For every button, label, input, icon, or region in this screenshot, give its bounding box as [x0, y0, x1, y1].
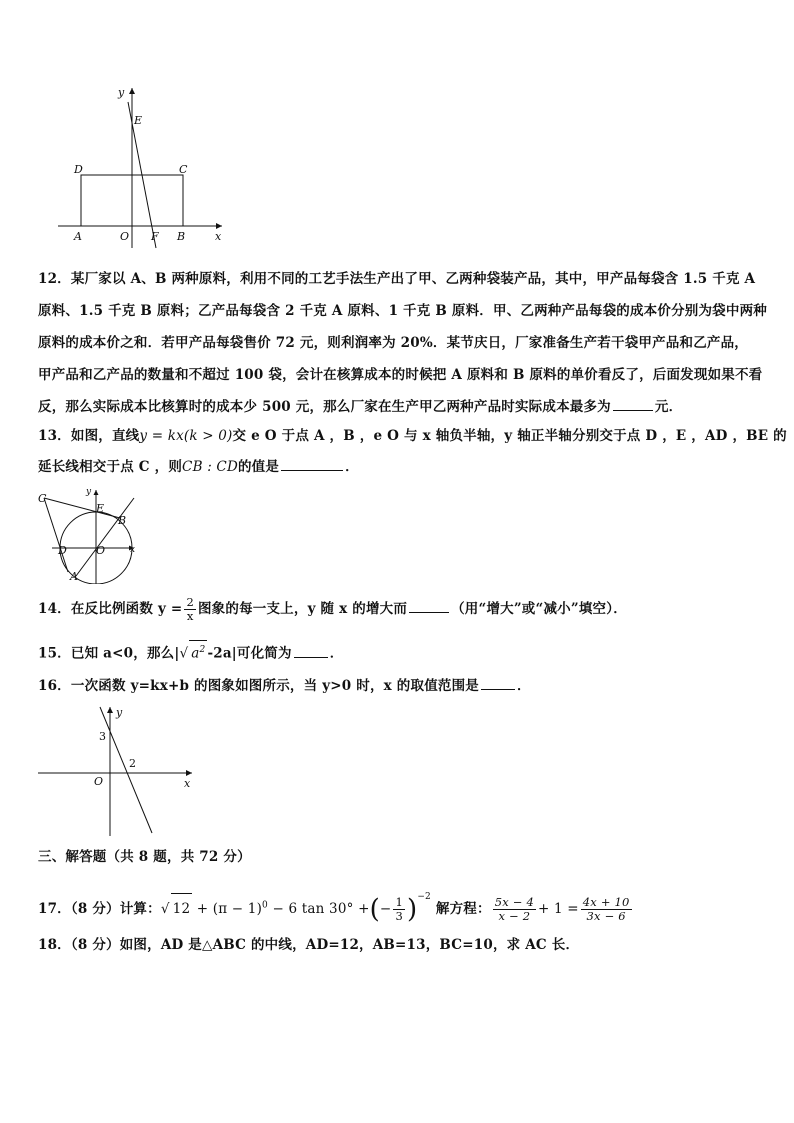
label-d: D — [58, 544, 67, 557]
label-a: A — [70, 570, 78, 583]
q13-line-2-prefix: 延长线相交于点 C ，则 — [38, 459, 183, 475]
label-o: O — [96, 544, 106, 557]
label-y: y — [118, 86, 125, 99]
q13-line-1-rest: 交 e O 于点 A ，B ，e O 与 x 轴负半轴，y 轴正半轴分别交于点 D ，E ，AD ，BE 的 — [232, 428, 787, 444]
q15-middle: -2a|可化简为 — [207, 645, 292, 662]
answer-blank-13[interactable] — [281, 458, 343, 471]
q14-line — [38, 596, 760, 623]
label-c: C — [179, 163, 188, 176]
label-c: C — [38, 492, 47, 505]
q17-prefix: 17．（8 分）计算： — [38, 901, 161, 917]
fraction-one-third — [393, 896, 405, 923]
denominator: x − 2 — [498, 909, 531, 923]
plus-one-equals: + 1 = — [537, 901, 579, 917]
right-paren: ) — [406, 894, 418, 925]
denominator: 3x − 6 — [586, 909, 626, 923]
fraction-denominator: x — [186, 609, 194, 623]
label-x: x — [130, 545, 136, 555]
label-b: B — [177, 230, 186, 243]
label-o: O — [120, 230, 130, 243]
sqrt-12: 12 — [171, 893, 193, 924]
fraction-right — [581, 896, 632, 923]
section-heading: 三、解答题（共 8 题，共 72 分） — [38, 849, 251, 865]
q15-line — [38, 640, 760, 663]
q17-equation — [491, 895, 634, 923]
label-e: E — [134, 114, 143, 127]
q13-line-1 — [38, 427, 787, 445]
left-paren: ( — [369, 894, 380, 925]
answer-blank-16[interactable] — [481, 677, 515, 690]
label-y: y — [116, 706, 123, 719]
plus-sign: + — [358, 901, 370, 917]
label-d: D — [74, 163, 83, 176]
sqrt-a-squared — [189, 640, 207, 663]
fraction-2-over-x — [184, 596, 196, 623]
figure-circle — [34, 484, 144, 584]
answer-blank-15[interactable] — [294, 645, 328, 658]
answer-blank-14[interactable] — [409, 600, 449, 613]
q12-line-5-text: 反，那么实际成本比核算时的成本少 500 元，那么厂家在生产甲乙两种产品时实际成本最多为 — [38, 399, 611, 415]
q12-line-5 — [38, 398, 760, 416]
q16-tail: ． — [517, 678, 531, 694]
solve-label: 解方程： — [435, 901, 491, 917]
label-3: 3 — [99, 730, 106, 743]
numerator: 4x + 10 — [582, 895, 630, 909]
denominator: 3 — [395, 909, 403, 923]
q13-line-2-tail: ． — [345, 459, 359, 475]
label-e: E — [96, 502, 105, 515]
label-y: y — [86, 487, 92, 497]
figure-rectangle-line — [50, 80, 230, 250]
sqrt-symbol: √ — [160, 901, 170, 917]
exponent-neg2: −2 — [417, 892, 431, 902]
figure-linear-function — [36, 703, 196, 838]
label-2: 2 — [129, 757, 136, 770]
q14-tail: （用“增大”或“减小”填空）． — [451, 601, 627, 617]
fraction-left — [493, 896, 536, 923]
answer-blank-12[interactable] — [613, 398, 653, 411]
line-cd — [44, 498, 68, 572]
numerator: 5x − 4 — [494, 895, 534, 909]
q12-line-2: 原料、1.5 千克 B 原料；乙产品每袋含 2 千克 A 原料、1 千克 B 原料．甲、乙两种产品每袋的成本价分别为袋中两种 — [38, 303, 767, 319]
tan-term: − 6 tan 30° — [272, 901, 354, 917]
q13-equation: y = kx(k > 0) — [139, 428, 233, 444]
q18-line: 18．（8 分）如图，AD 是△ABC 的中线，AD=12，AB=13，BC=10，求 AC 长． — [38, 937, 580, 953]
q13-line-2-mid: 的值是 — [237, 459, 280, 475]
q12-line-3: 原料的成本价之和．若甲产品每袋售价 72 元，则利润率为 20%．某节庆日，厂家准备生产若干袋甲产品和乙产品， — [38, 335, 748, 351]
q12-line-5-tail: 元． — [654, 399, 683, 415]
exponent: 2 — [199, 645, 206, 655]
q13-ratio: CB : CD — [182, 459, 238, 475]
label-f: F — [151, 230, 159, 243]
q15-prefix: 15．已知 a<0，那么| — [38, 645, 180, 662]
q17-line — [38, 882, 760, 925]
radicand: a — [191, 645, 200, 662]
q14-prefix: 14．在反比例函数 y = — [38, 601, 183, 617]
function-line — [100, 707, 152, 833]
numerator: 1 — [395, 895, 403, 909]
fraction-numerator: 2 — [186, 595, 194, 609]
q13-line-2 — [38, 458, 760, 476]
line-ab — [76, 498, 134, 576]
label-x: x — [184, 777, 191, 790]
label-a: A — [74, 230, 82, 243]
q12-line-1: 12．某厂家以 A、B 两种原料，利用不同的工艺手法生产出了甲、乙两种袋装产品，其中，甲产品每袋含 1.5 千克 A — [38, 271, 756, 287]
q16-line — [38, 677, 760, 695]
q17-expression: √ $12 + (\pi - 1)^0 - 6$ tan 30° +(− $\frac{1}{3}$ )$^{-2}$ — [160, 892, 431, 925]
exponent-zero: 0 — [262, 900, 268, 911]
sqrt-symbol: √ — [179, 645, 189, 662]
q13-prefix: 13．如图，直线 — [38, 428, 140, 444]
label-b: B — [118, 514, 127, 527]
q14-middle: 图象的每一支上，y 随 x 的增大而 — [197, 601, 408, 617]
pi-minus-one: + (π − 1) — [196, 901, 263, 917]
label-o: O — [94, 775, 104, 788]
q16-text: 16．一次函数 y=kx+b 的图象如图所示，当 y>0 时，x 的取值范围是 — [38, 678, 479, 694]
q12-line-4: 甲产品和乙产品的数量和不超过 100 袋，会计在核算成本的时候把 A 原料和 B 原料的单价看反了，后面发现如果不看 — [38, 367, 763, 383]
q15-tail: ． — [329, 645, 344, 662]
label-x: x — [215, 230, 222, 243]
